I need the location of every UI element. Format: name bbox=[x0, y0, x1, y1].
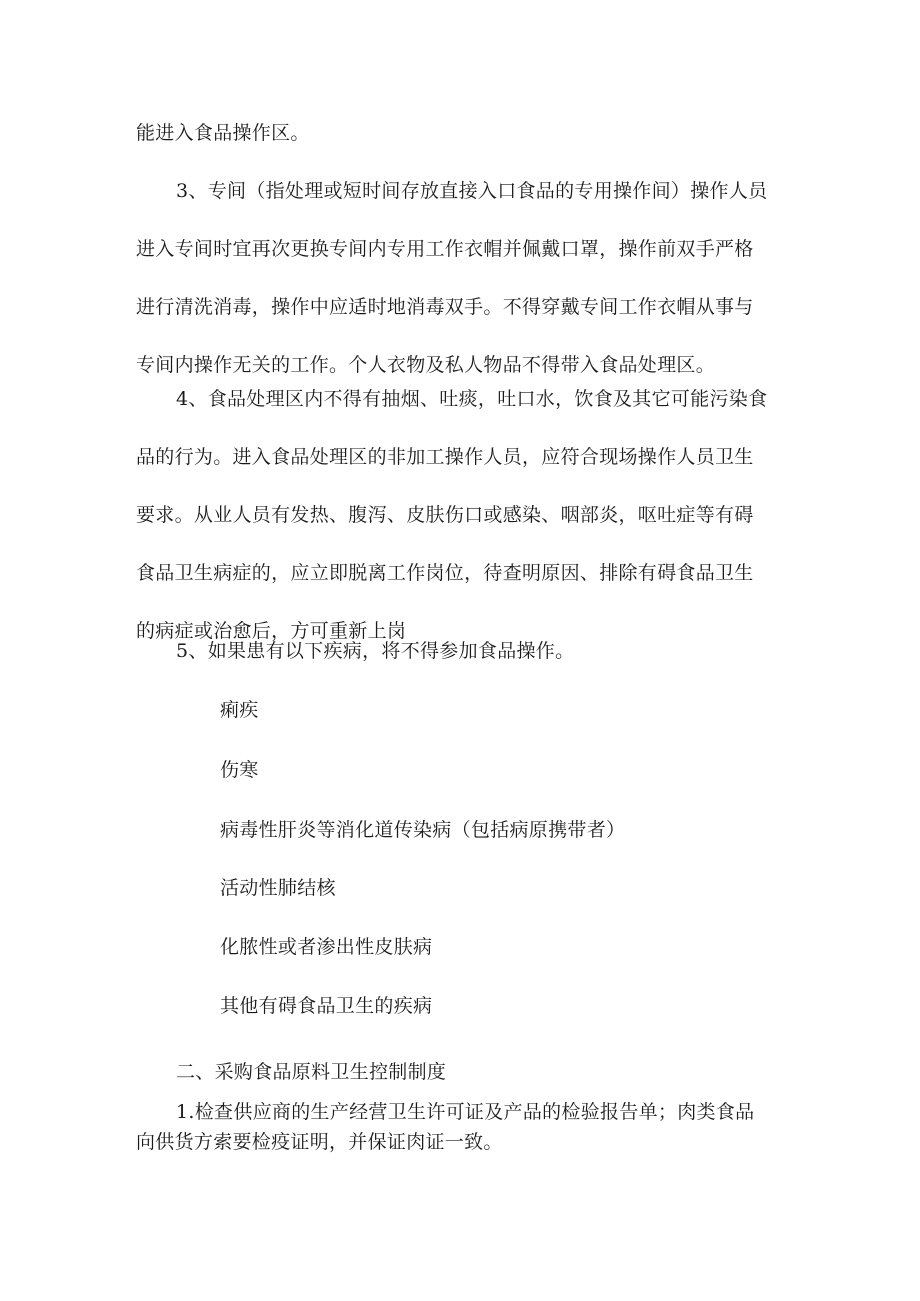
paragraph-line: 进行清洗消毒，操作中应适时地消毒双手。不得穿戴专间工作衣帽从事与 bbox=[136, 296, 754, 318]
paragraph-line: 品的行为。进入食品处理区的非加工操作人员，应符合现场操作人员卫生 bbox=[136, 446, 754, 468]
paragraph-line: 5、如果患有以下疾病，将不得参加食品操作。 bbox=[176, 640, 575, 662]
paragraph-5 bbox=[136, 622, 786, 680]
paragraph-4 bbox=[136, 370, 786, 660]
section-heading bbox=[136, 1057, 796, 1087]
paragraph-line: 4、食品处理区内不得有抽烟、吐痰，吐口水，饮食及其它可能污染食 bbox=[176, 388, 768, 410]
paragraph-line: 向供货方索要检疫证明，并保证肉证一致。 bbox=[136, 1131, 503, 1153]
paragraph-line: 进入专间时宜再次更换专间内专用工作衣帽并佩戴口罩，操作前双手严格 bbox=[136, 238, 754, 260]
disease-list-item: 伤寒 bbox=[220, 759, 259, 781]
section-2-item-1 bbox=[136, 1097, 796, 1157]
paragraph-line: 专间内操作无关的工作。个人衣物及私人物品不得带入食品处理区。 bbox=[136, 354, 716, 376]
paragraph-line: 3、专间（指处理或短时间存放直接入口食品的专用操作间）操作人员 bbox=[176, 180, 768, 202]
disease-list-item: 其他有碍食品卫生的疾病 bbox=[220, 995, 433, 1017]
disease-list-item: 活动性肺结核 bbox=[220, 877, 336, 899]
paragraph-intro bbox=[136, 104, 786, 162]
paragraph-line: 食品卫生病症的，应立即脱离工作岗位，待查明原因、排除有碍食品卫生 bbox=[136, 562, 754, 584]
disease-list-item: 化脓性或者渗出性皮肤病 bbox=[220, 936, 433, 958]
paragraph-line: 要求。从业人员有发热、腹泻、皮肤伤口或感染、咽部炎，呕吐症等有碍 bbox=[136, 504, 754, 526]
paragraph-line: 1.检查供应商的生产经营卫生许可证及产品的检验报告单；肉类食品 bbox=[176, 1101, 755, 1123]
paragraph-3 bbox=[136, 162, 786, 394]
section-heading-text: 二、采购食品原料卫生控制制度 bbox=[176, 1061, 447, 1083]
paragraph-line: 的病症或治愈后，方可重新上岗 bbox=[136, 620, 407, 642]
disease-list-item: 痢疾 bbox=[220, 699, 259, 721]
paragraph-line: 能进入食品操作区。 bbox=[136, 122, 310, 144]
disease-list-item: 病毒性肝炎等消化道传染病（包括病原携带者） bbox=[220, 819, 626, 841]
